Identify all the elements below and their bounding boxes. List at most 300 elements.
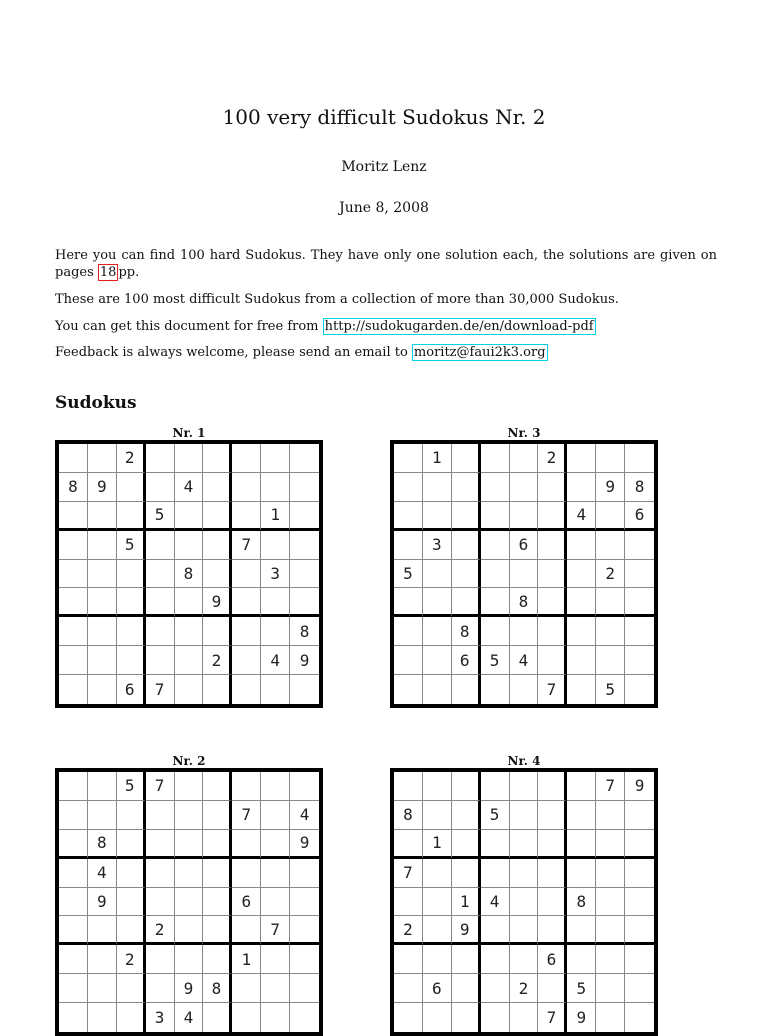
sudoku-cell <box>481 830 510 859</box>
sudoku-cell: 8 <box>175 560 204 589</box>
sudoku-cell <box>510 772 539 801</box>
sudoku-cell <box>203 675 232 704</box>
sudoku-cell <box>625 916 654 945</box>
sudoku-cell <box>261 588 290 617</box>
sudoku-cell <box>452 588 481 617</box>
sudoku-cell <box>452 772 481 801</box>
sudoku-cell <box>290 945 319 974</box>
sudoku-cell <box>625 560 654 589</box>
sudoku-cell <box>88 560 117 589</box>
sudoku-cell: 5 <box>596 675 625 704</box>
sudoku-cell <box>625 531 654 560</box>
sudoku-cell <box>59 502 88 531</box>
intro-text-1-tail: pp. <box>118 265 140 280</box>
sudoku-cell <box>481 502 510 531</box>
sudoku-cell <box>117 617 146 646</box>
sudoku-cell <box>394 772 423 801</box>
sudoku-cell <box>117 801 146 830</box>
sudoku-cell <box>567 588 596 617</box>
sudoku-cell <box>625 830 654 859</box>
sudoku-cell <box>203 560 232 589</box>
document-author: Moritz Lenz <box>341 159 427 175</box>
sudoku-cell <box>394 444 423 473</box>
sudoku-cell <box>290 560 319 589</box>
sudoku-cell <box>394 888 423 917</box>
sudoku-cell <box>481 974 510 1003</box>
sudoku-cell <box>117 646 146 675</box>
sudoku-cell <box>59 859 88 888</box>
sudoku-cell <box>510 1003 539 1032</box>
sudoku-cell <box>175 859 204 888</box>
sudoku-cell <box>175 916 204 945</box>
sudoku-cell <box>88 617 117 646</box>
sudoku-cell <box>232 859 261 888</box>
sudoku-cell <box>394 502 423 531</box>
email-link[interactable]: moritz@faui2k3.org <box>413 345 546 360</box>
sudoku-cell <box>510 675 539 704</box>
sudoku-cell <box>175 502 204 531</box>
sudoku-cell <box>423 502 452 531</box>
sudoku-cell <box>146 444 175 473</box>
sudoku-cell <box>146 617 175 646</box>
sudoku-cell <box>290 502 319 531</box>
sudoku-cell <box>567 859 596 888</box>
sudoku-cell <box>423 473 452 502</box>
sudoku-cell <box>567 945 596 974</box>
sudoku-cell <box>567 646 596 675</box>
sudoku-cell <box>88 916 117 945</box>
sudoku-cell: 4 <box>175 473 204 502</box>
sudoku-cell <box>452 560 481 589</box>
sudoku-cell <box>596 617 625 646</box>
sudoku-cell: 2 <box>538 444 567 473</box>
sudoku-cell <box>117 830 146 859</box>
intro-paragraph-2: These are 100 most difficult Sudokus from a collection of more than 30,000 Sudokus. <box>55 292 619 307</box>
sudoku-cell <box>117 588 146 617</box>
sudoku-cell <box>232 588 261 617</box>
sudoku-cell <box>394 675 423 704</box>
sudoku-cell <box>117 560 146 589</box>
sudoku-cell <box>596 444 625 473</box>
sudoku-cell: 7 <box>394 859 423 888</box>
document-title: 100 very difficult Sudokus Nr. 2 <box>222 105 546 129</box>
sudoku-cell <box>481 444 510 473</box>
sudoku-cell: 1 <box>423 830 452 859</box>
sudoku-cell: 4 <box>481 888 510 917</box>
sudoku-cell <box>59 1003 88 1032</box>
sudoku-cell <box>596 945 625 974</box>
intro-paragraph-3 <box>55 318 717 335</box>
sudoku-cell <box>481 1003 510 1032</box>
sudoku-cell: 7 <box>538 675 567 704</box>
sudoku-cell: 5 <box>117 531 146 560</box>
sudoku-cell: 7 <box>146 772 175 801</box>
sudoku-cell <box>481 916 510 945</box>
sudoku-cell <box>175 830 204 859</box>
sudoku-cell <box>596 531 625 560</box>
sudoku-cell <box>117 859 146 888</box>
sudoku-cell <box>510 560 539 589</box>
sudoku-cell <box>290 444 319 473</box>
sudoku-cell <box>290 675 319 704</box>
sudoku-cell: 8 <box>88 830 117 859</box>
sudoku-cell: 4 <box>175 1003 204 1032</box>
sudoku-cell: 2 <box>117 444 146 473</box>
sudoku-cell <box>146 945 175 974</box>
sudoku-cell: 9 <box>625 772 654 801</box>
sudoku-cell <box>567 772 596 801</box>
sudoku-cell: 8 <box>290 617 319 646</box>
sudoku-cell <box>452 531 481 560</box>
sudoku-cell <box>538 916 567 945</box>
sudoku-grid <box>390 768 658 1036</box>
sudoku-cell <box>175 772 204 801</box>
sudoku-cell <box>510 945 539 974</box>
sudoku-cell <box>146 859 175 888</box>
sudoku-cell <box>290 531 319 560</box>
intro-text-3: You can get this document for free from <box>55 319 323 334</box>
sudoku-cell: 8 <box>452 617 481 646</box>
sudoku-cell <box>146 974 175 1003</box>
sudoku-cell <box>261 801 290 830</box>
sudoku-cell <box>394 974 423 1003</box>
sudoku-cell <box>452 675 481 704</box>
sudoku-cell <box>538 646 567 675</box>
sudoku-cell <box>232 560 261 589</box>
puzzle-label: Nr. 2 <box>172 754 206 768</box>
sudoku-cell <box>59 675 88 704</box>
sudoku-cell <box>596 646 625 675</box>
sudoku-cell <box>88 675 117 704</box>
sudoku-cell <box>146 588 175 617</box>
sudoku-cell <box>567 617 596 646</box>
sudoku-cell: 6 <box>452 646 481 675</box>
sudoku-cell <box>232 646 261 675</box>
sudoku-cell <box>481 772 510 801</box>
sudoku-cell <box>510 801 539 830</box>
sudoku-cell: 2 <box>203 646 232 675</box>
sudoku-cell <box>567 560 596 589</box>
sudoku-cell <box>175 945 204 974</box>
sudoku-cell: 6 <box>538 945 567 974</box>
sudoku-cell <box>538 617 567 646</box>
sudoku-cell <box>481 588 510 617</box>
sudoku-cell: 6 <box>510 531 539 560</box>
sudoku-cell <box>625 801 654 830</box>
sudoku-cell <box>203 772 232 801</box>
sudoku-cell: 9 <box>175 974 204 1003</box>
sudoku-cell <box>423 772 452 801</box>
sudoku-cell <box>146 531 175 560</box>
sudoku-cell <box>567 801 596 830</box>
sudoku-cell <box>596 974 625 1003</box>
sudoku-cell <box>117 888 146 917</box>
sudoku-cell <box>423 675 452 704</box>
sudoku-cell <box>481 675 510 704</box>
sudoku-cell <box>290 859 319 888</box>
sudoku-cell <box>481 473 510 502</box>
sudoku-cell <box>394 617 423 646</box>
sudoku-cell: 5 <box>394 560 423 589</box>
sudoku-cell <box>538 588 567 617</box>
sudoku-cell <box>538 888 567 917</box>
sudoku-cell <box>232 502 261 531</box>
sudoku-cell: 9 <box>596 473 625 502</box>
sudoku-cell <box>423 801 452 830</box>
sudoku-cell: 8 <box>394 801 423 830</box>
sudoku-cell <box>510 916 539 945</box>
sudoku-cell <box>481 617 510 646</box>
sudoku-cell <box>481 560 510 589</box>
sudoku-cell <box>625 588 654 617</box>
sudoku-cell <box>538 502 567 531</box>
sudoku-cell: 4 <box>88 859 117 888</box>
sudoku-cell <box>146 888 175 917</box>
sudoku-cell <box>203 502 232 531</box>
sudoku-cell <box>146 830 175 859</box>
puzzle-label: Nr. 4 <box>507 754 541 768</box>
sudoku-cell: 8 <box>510 588 539 617</box>
sudoku-cell <box>232 830 261 859</box>
sudoku-cell: 2 <box>146 916 175 945</box>
puzzle-label: Nr. 3 <box>507 426 541 440</box>
sudoku-cell: 9 <box>290 646 319 675</box>
sudoku-cell: 9 <box>290 830 319 859</box>
sudoku-cell <box>59 772 88 801</box>
sudoku-cell: 2 <box>596 560 625 589</box>
sudoku-cell: 4 <box>510 646 539 675</box>
sudoku-cell <box>59 945 88 974</box>
sudoku-cell <box>567 916 596 945</box>
sudoku-cell <box>452 502 481 531</box>
sudoku-cell <box>290 916 319 945</box>
sudoku-cell <box>510 859 539 888</box>
sudoku-cell <box>175 801 204 830</box>
sudoku-cell <box>232 974 261 1003</box>
sudoku-grid <box>55 440 323 708</box>
sudoku-cell <box>452 859 481 888</box>
sudoku-cell <box>510 617 539 646</box>
sudoku-cell <box>596 801 625 830</box>
sudoku-cell: 2 <box>117 945 146 974</box>
sudoku-cell <box>88 945 117 974</box>
sudoku-cell: 9 <box>452 916 481 945</box>
sudoku-cell <box>290 588 319 617</box>
sudoku-cell <box>88 531 117 560</box>
intro-paragraph-4 <box>55 344 717 361</box>
sudoku-cell <box>290 974 319 1003</box>
sudoku-cell <box>59 974 88 1003</box>
sudoku-cell <box>59 801 88 830</box>
sudoku-cell <box>596 830 625 859</box>
sudoku-cell <box>203 1003 232 1032</box>
sudoku-cell <box>538 531 567 560</box>
sudoku-cell: 3 <box>146 1003 175 1032</box>
sudoku-cell: 4 <box>261 646 290 675</box>
sudoku-cell <box>117 916 146 945</box>
download-link[interactable]: http://sudokugarden.de/en/download-pdf <box>324 319 594 334</box>
sudoku-cell <box>232 772 261 801</box>
sudoku-cell <box>117 502 146 531</box>
sudoku-cell <box>625 444 654 473</box>
sudoku-cell: 8 <box>567 888 596 917</box>
sudoku-cell <box>596 1003 625 1032</box>
sudoku-cell <box>452 473 481 502</box>
sudoku-cell <box>538 772 567 801</box>
sudoku-cell <box>232 473 261 502</box>
sudoku-cell <box>290 772 319 801</box>
puzzle-label: Nr. 1 <box>172 426 206 440</box>
sudoku-cell <box>88 646 117 675</box>
sudoku-cell <box>117 473 146 502</box>
sudoku-cell <box>394 473 423 502</box>
sudoku-cell: 3 <box>423 531 452 560</box>
sudoku-cell <box>117 974 146 1003</box>
sudoku-cell <box>203 444 232 473</box>
sudoku-cell <box>538 801 567 830</box>
sudoku-cell: 9 <box>203 588 232 617</box>
sudoku-cell <box>232 1003 261 1032</box>
sudoku-cell <box>261 859 290 888</box>
sudoku-cell <box>625 888 654 917</box>
sudoku-cell <box>423 588 452 617</box>
sudoku-cell: 7 <box>146 675 175 704</box>
sudoku-cell <box>423 888 452 917</box>
sudoku-cell <box>481 945 510 974</box>
sudoku-cell <box>203 945 232 974</box>
sudoku-cell: 2 <box>510 974 539 1003</box>
sudoku-cell <box>625 945 654 974</box>
sudoku-cell <box>232 916 261 945</box>
sudoku-cell <box>290 473 319 502</box>
sudoku-cell <box>261 830 290 859</box>
solutions-page-link[interactable]: 18 <box>99 265 117 280</box>
sudoku-cell <box>423 945 452 974</box>
sudoku-cell <box>394 945 423 974</box>
sudoku-cell <box>423 1003 452 1032</box>
sudoku-cell <box>538 560 567 589</box>
sudoku-cell <box>88 1003 117 1032</box>
sudoku-cell <box>394 646 423 675</box>
sudoku-cell: 5 <box>567 974 596 1003</box>
sudoku-cell <box>88 772 117 801</box>
sudoku-cell: 7 <box>232 801 261 830</box>
sudoku-cell: 6 <box>117 675 146 704</box>
sudoku-cell <box>510 473 539 502</box>
sudoku-cell <box>567 531 596 560</box>
sudoku-cell <box>423 617 452 646</box>
sudoku-cell: 1 <box>423 444 452 473</box>
sudoku-cell: 3 <box>261 560 290 589</box>
sudoku-cell <box>596 888 625 917</box>
sudoku-cell <box>510 444 539 473</box>
sudoku-cell <box>452 1003 481 1032</box>
sudoku-cell: 7 <box>596 772 625 801</box>
sudoku-cell <box>481 531 510 560</box>
sudoku-cell <box>290 888 319 917</box>
sudoku-cell <box>59 560 88 589</box>
sudoku-cell: 8 <box>625 473 654 502</box>
sudoku-cell: 9 <box>88 473 117 502</box>
sudoku-cell <box>146 560 175 589</box>
sudoku-cell <box>59 646 88 675</box>
sudoku-cell <box>59 588 88 617</box>
sudoku-cell <box>423 646 452 675</box>
sudoku-cell <box>394 588 423 617</box>
sudoku-cell <box>625 859 654 888</box>
sudoku-cell <box>203 859 232 888</box>
sudoku-cell <box>175 646 204 675</box>
sudoku-cell <box>203 916 232 945</box>
sudoku-cell <box>452 945 481 974</box>
sudoku-cell: 5 <box>146 502 175 531</box>
section-heading: Sudokus <box>55 393 137 413</box>
sudoku-cell <box>625 675 654 704</box>
sudoku-cell <box>175 444 204 473</box>
sudoku-cell <box>423 560 452 589</box>
intro-text-4: Feedback is always welcome, please send an email to <box>55 345 412 360</box>
sudoku-cell <box>290 1003 319 1032</box>
sudoku-cell <box>59 830 88 859</box>
sudoku-cell <box>203 830 232 859</box>
intro-paragraph-1 <box>55 247 717 281</box>
sudoku-cell <box>232 675 261 704</box>
sudoku-cell <box>261 1003 290 1032</box>
sudoku-cell <box>538 830 567 859</box>
sudoku-cell: 7 <box>261 916 290 945</box>
intro-text-1: Here you can find 100 hard Sudokus. They have only one solution each, the solutions are given on pages <box>55 248 717 280</box>
sudoku-cell <box>423 859 452 888</box>
sudoku-grid <box>390 440 658 708</box>
sudoku-cell <box>452 830 481 859</box>
sudoku-cell: 9 <box>88 888 117 917</box>
sudoku-cell: 5 <box>117 772 146 801</box>
sudoku-cell <box>232 444 261 473</box>
sudoku-cell <box>261 473 290 502</box>
sudoku-cell: 6 <box>232 888 261 917</box>
sudoku-cell <box>261 945 290 974</box>
sudoku-cell <box>175 617 204 646</box>
sudoku-cell <box>423 916 452 945</box>
sudoku-cell <box>596 916 625 945</box>
sudoku-cell <box>203 617 232 646</box>
sudoku-cell <box>394 1003 423 1032</box>
sudoku-cell <box>596 502 625 531</box>
sudoku-cell <box>203 473 232 502</box>
sudoku-cell <box>261 531 290 560</box>
sudoku-cell <box>261 888 290 917</box>
sudoku-cell <box>88 444 117 473</box>
sudoku-cell <box>117 1003 146 1032</box>
sudoku-cell <box>510 502 539 531</box>
sudoku-cell: 7 <box>538 1003 567 1032</box>
document-date: June 8, 2008 <box>339 200 429 216</box>
sudoku-cell <box>175 531 204 560</box>
sudoku-cell <box>88 502 117 531</box>
sudoku-cell <box>146 646 175 675</box>
sudoku-cell <box>203 801 232 830</box>
sudoku-cell: 8 <box>59 473 88 502</box>
sudoku-cell <box>261 772 290 801</box>
sudoku-cell <box>261 617 290 646</box>
sudoku-cell <box>481 859 510 888</box>
sudoku-cell <box>203 531 232 560</box>
sudoku-cell <box>452 801 481 830</box>
sudoku-cell <box>625 646 654 675</box>
sudoku-cell <box>203 888 232 917</box>
sudoku-cell <box>146 473 175 502</box>
sudoku-cell: 1 <box>452 888 481 917</box>
